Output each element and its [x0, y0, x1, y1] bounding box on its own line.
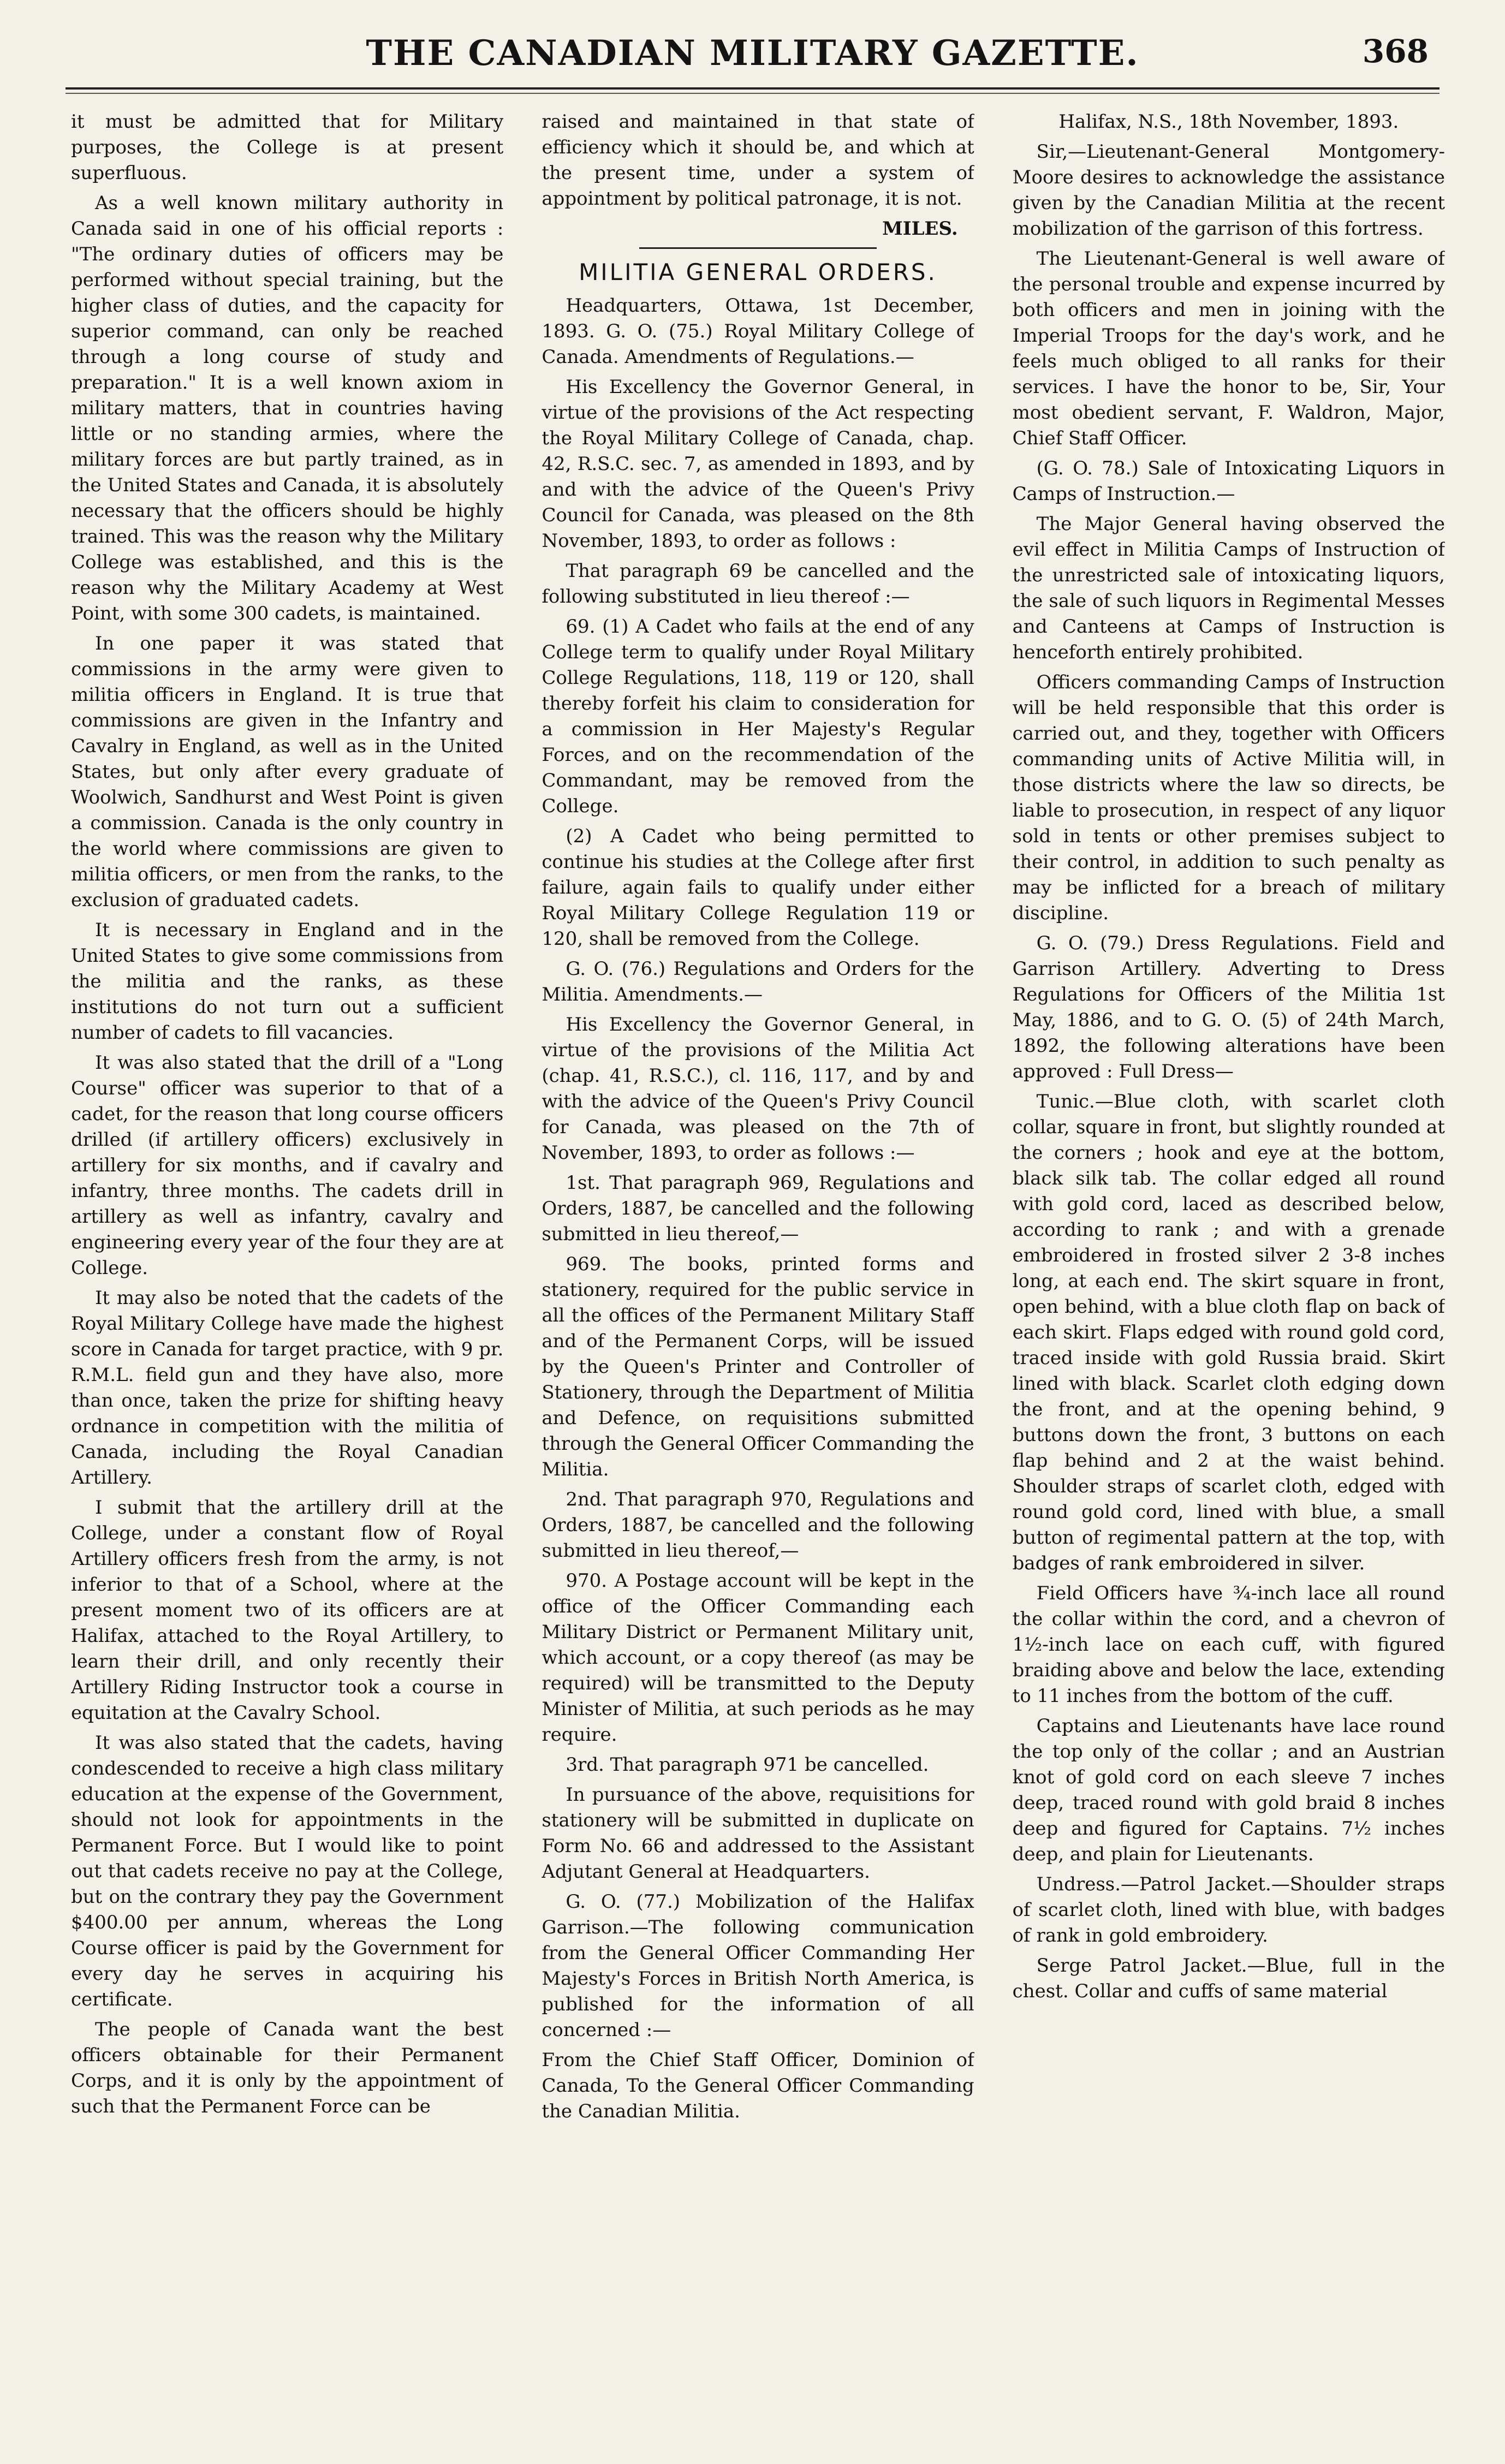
header-rule — [66, 87, 1439, 94]
paragraph: 970. A Postage account will be kept in the office of the Officer Commanding each Military District or Permanent Military unit, which account, or a copy thereof (as may be required) will be transmitted to the Deputy Minister of Militia, at such periods as he may require. — [542, 1570, 974, 1746]
paragraph: In pursuance of the above, requisitions for stationery will be submitted in duplicate on Form No. 66 and addressed to the Assistant Adjutant General at Headquarters. — [542, 1784, 974, 1883]
paragraph: G. O. (76.) Regulations and Orders for the Militia. Amendments.— — [542, 958, 974, 1005]
paragraph: Sir,—Lieutenant-General Montgomery-Moore desires to acknowledge the assistance given by the Canadian Militia at the recent mobilization of the garrison of this fortress. — [1012, 141, 1445, 240]
paragraph: As a well known military authority in Canada said in one of his official reports : "The ordinary duties of officers may be performed without special training, but the higher class of duties, and the capacity for superior command, can only be reached through a long course of study and preparation." It is a well known axiom in military matters, that in countries having little or no standing armies, where the military forces are but partly trained, as in the United States and Canada, it is absolutely necessary that the officers should be highly trained. This was the reason why the Military College was established, and this is the reason why the Military Academy at West Point, with some 300 cadets, is maintained. — [71, 192, 504, 624]
section-rule — [639, 247, 877, 249]
column-1 — [71, 109, 503, 2431]
letter-dateline: Halifax, N.S., 18th November, 1893. — [1058, 111, 1399, 133]
paragraph: Undress.—Patrol Jacket.—Shoulder straps of scarlet cloth, lined with blue, with badges of rank in gold embroidery. — [1012, 1873, 1445, 1947]
article-columns — [71, 109, 1445, 2431]
paragraph: Captains and Lieutenants have lace round the top only of the collar ; and an Austrian knot of gold cord on each sleeve 7 inches deep, traced round with gold braid 8 inches deep and figured for Captains. 7½ inches deep, and plain for Lieutenants. — [1012, 1715, 1445, 1865]
paragraph: 3rd. That paragraph 971 be cancelled. — [566, 1754, 929, 1776]
paragraph: it must be admitted that for Military purposes, the College is at present superfluous. — [71, 111, 504, 184]
author-signature: MILES. — [882, 218, 958, 240]
paragraph: It may also be noted that the cadets of the Royal Military College have made the highest score in Canada for target practice, with 9 pr. R.M.L. field gun and they have also, more than once, taken the prize for shifting heavy ordnance in competition with the militia of Canada, including the Royal Canadian Artillery. — [71, 1287, 504, 1489]
paragraph: 1st. That paragraph 969, Regulations and Orders, 1887, be cancelled and the following submitted in lieu thereof,— — [542, 1172, 974, 1245]
paragraph: The Major General having observed the evil effect in Militia Camps of Instruction of the unrestricted sale of intoxicating liquors, the sale of such liquors in Regimental Messes and Canteens at Camps of Instruction is henceforth entirely prohibited. — [1012, 513, 1445, 663]
paragraph: Tunic.—Blue cloth, with scarlet cloth collar, square in front, but slightly rounded at the corners ; hook and eye at the bottom, black silk tab. The collar edged all round with gold cord, laced as described below, according to rank ; and with a grenade embroidered in frosted silver 2 3-8 inches long, at each end. The skirt square in front, open behind, with a blue cloth flap on back of each skirt. Flaps edged with round gold cord, traced inside with gold Russia braid. Skirt lined with black. Scarlet cloth edging down the front, and at the opening behind, 9 buttons down the front, 3 buttons on each flap behind and 2 at the waist behind. Shoulder straps of scarlet cloth, edged with round gold cord, lined with blue, a small button of regimental pattern at the top, with badges of rank embroidered in silver. — [1012, 1091, 1445, 1574]
paragraph: Officers commanding Camps of Instruction will be held responsible that this order is carried out, and they, together with Officers commanding units of Active Militia will, in those districts where the law so directs, be liable to prosecution, in respect of any liquor sold in tents or other premises subject to their control, in addition to such penalty as may be inflicted for a breach of military discipline. — [1012, 671, 1445, 924]
paragraph: Serge Patrol Jacket.—Blue, full in the chest. Collar and cuffs of same material — [1012, 1955, 1445, 2002]
page-number: 368 — [1362, 33, 1429, 70]
paragraph: His Excellency the Governor General, in virtue of the provisions of the Militia Act (chap. 41, R.S.C.), cl. 116, 117, and by and with the advice of the Queen's Privy Council for Canada, was pleased on the 7th of November, 1893, to order as follows :— — [542, 1014, 974, 1164]
section-title: MILITIA GENERAL ORDERS. — [579, 259, 937, 285]
running-title: THE CANADIAN MILITARY GAZETTE. — [366, 33, 1139, 74]
paragraph: I submit that the artillery drill at the College, under a constant flow of Royal Artillery officers fresh from the army, is not inferior to that of a School, where at the present moment two of its officers are at Halifax, attached to the Royal Artillery, to learn their drill, and only recently their Artillery Riding Instructor took a course in equitation at the Cavalry School. — [71, 1497, 504, 1724]
paragraph: It is necessary in England and in the United States to give some commissions from the militia and the ranks, as these institutions do not turn out a sufficient number of cadets to fill vacancies. — [71, 919, 504, 1044]
paragraph: The Lieutenant-General is well aware of the personal trouble and expense incurred by both officers and men in joining with the Imperial Troops for the day's work, and he feels much obliged to all ranks for their services. I have the honor to be, Sir, Your most obedient servant, F. Waldron, Major, Chief Staff Officer. — [1012, 248, 1445, 449]
paragraph: 69. (1) A Cadet who fails at the end of any College term to qualify under Royal Military College Regulations, 118, 119 or 120, shall thereby forfeit his claim to consideration for a commission in Her Majesty's Regular Forces, and on the recommendation of the Commandant, may be removed from the College. — [542, 616, 974, 817]
paragraph: His Excellency the Governor General, in virtue of the provisions of the Act respecting the Royal Military College of Canada, chap. 42, R.S.C. sec. 7, as amended in 1893, and by and with the advice of the Queen's Privy Council for Canada, was pleased on the 8th November, 1893, to order as follows : — [542, 376, 974, 552]
paragraph: That paragraph 69 be cancelled and the following substituted in lieu thereof :— — [542, 560, 974, 608]
paragraph: The people of Canada want the best officers obtainable for their Permanent Corps, and it is only by the appointment of such that the Permanent Force can be — [71, 2019, 504, 2117]
paragraph: In one paper it was stated that commissions in the army were given to militia officers in England. It is true that commissions are given in the Infantry and Cavalry in England, as well as in the United States, but only after every graduate of Woolwich, Sandhurst and West Point is given a commission. Canada is the only country in the world where commissions are given to militia officers, or men from the ranks, to the exclusion of graduated cadets. — [71, 633, 504, 911]
paragraph: raised and maintained in that state of efficiency which it should be, and which at the present time, under a system of appointment by political patronage, it is not. — [542, 111, 974, 210]
paragraph: It was also stated that the cadets, having condescended to receive a high class military education at the expense of the Government, should not look for appointments in the Permanent Force. But I would like to point out that cadets receive no pay at the College, but on the contrary they pay the Government $400.00 per annum, whereas the Long Course officer is paid by the Government for every day he serves in acquiring his certificate. — [71, 1732, 504, 2010]
paragraph: Field Officers have ¾-inch lace all round the collar within the cord, and a chevron of 1½-inch lace on each cuff, with figured braiding above and below the lace, extending to 11 inches from the bottom of the cuff. — [1012, 1582, 1445, 1707]
column-2 — [542, 109, 974, 2431]
paragraph: From the Chief Staff Officer, Dominion of Canada, To the General Officer Commanding the Canadian Militia. — [542, 2049, 974, 2122]
paragraph: (2) A Cadet who being permitted to continue his studies at the College after first failure, again fails to qualify under either Royal Military College Regulation 119 or 120, shall be removed from the College. — [542, 825, 974, 950]
paragraph: G. O. (77.) Mobilization of the Halifax Garrison.—The following communication from the General Officer Commanding Her Majesty's Forces in British North America, is published for the information of all concerned :— — [542, 1891, 974, 2041]
paragraph: 2nd. That paragraph 970, Regulations and Orders, 1887, be cancelled and the following submitted in lieu thereof,— — [542, 1489, 974, 1562]
paragraph: (G. O. 78.) Sale of Intoxicating Liquors in Camps of Instruction.— — [1012, 457, 1445, 505]
paragraph: It was also stated that the drill of a "Long Course" officer was superior to that of a cadet, for the reason that long course officers drilled (if artillery officers) exclusively in artillery for six months, and if cavalry and infantry, three months. The cadets drill in artillery as well as infantry, cavalry and engineering every year of the four they are at College. — [71, 1052, 504, 1279]
paragraph: G. O. (79.) Dress Regulations. Field and Garrison Artillery. Adverting to Dress Regulations for Officers of the Militia 1st May, 1886, and to G. O. (5) of 24th March, 1892, the following alterations have been approved : Full Dress— — [1012, 932, 1445, 1082]
paragraph: Headquarters, Ottawa, 1st December, 1893. G. O. (75.) Royal Military College of Canada. Amendments of Regulations.— — [542, 295, 974, 368]
page-header — [66, 27, 1439, 98]
column-3 — [1013, 109, 1445, 2431]
paragraph: 969. The books, printed forms and stationery, required for the public service in all the offices of the Permanent Military Staff and of the Permanent Corps, will be issued by the Queen's Printer and Controller of Stationery, through the Department of Militia and Defence, on requisitions submitted through the General Officer Commanding the Militia. — [542, 1253, 974, 1480]
